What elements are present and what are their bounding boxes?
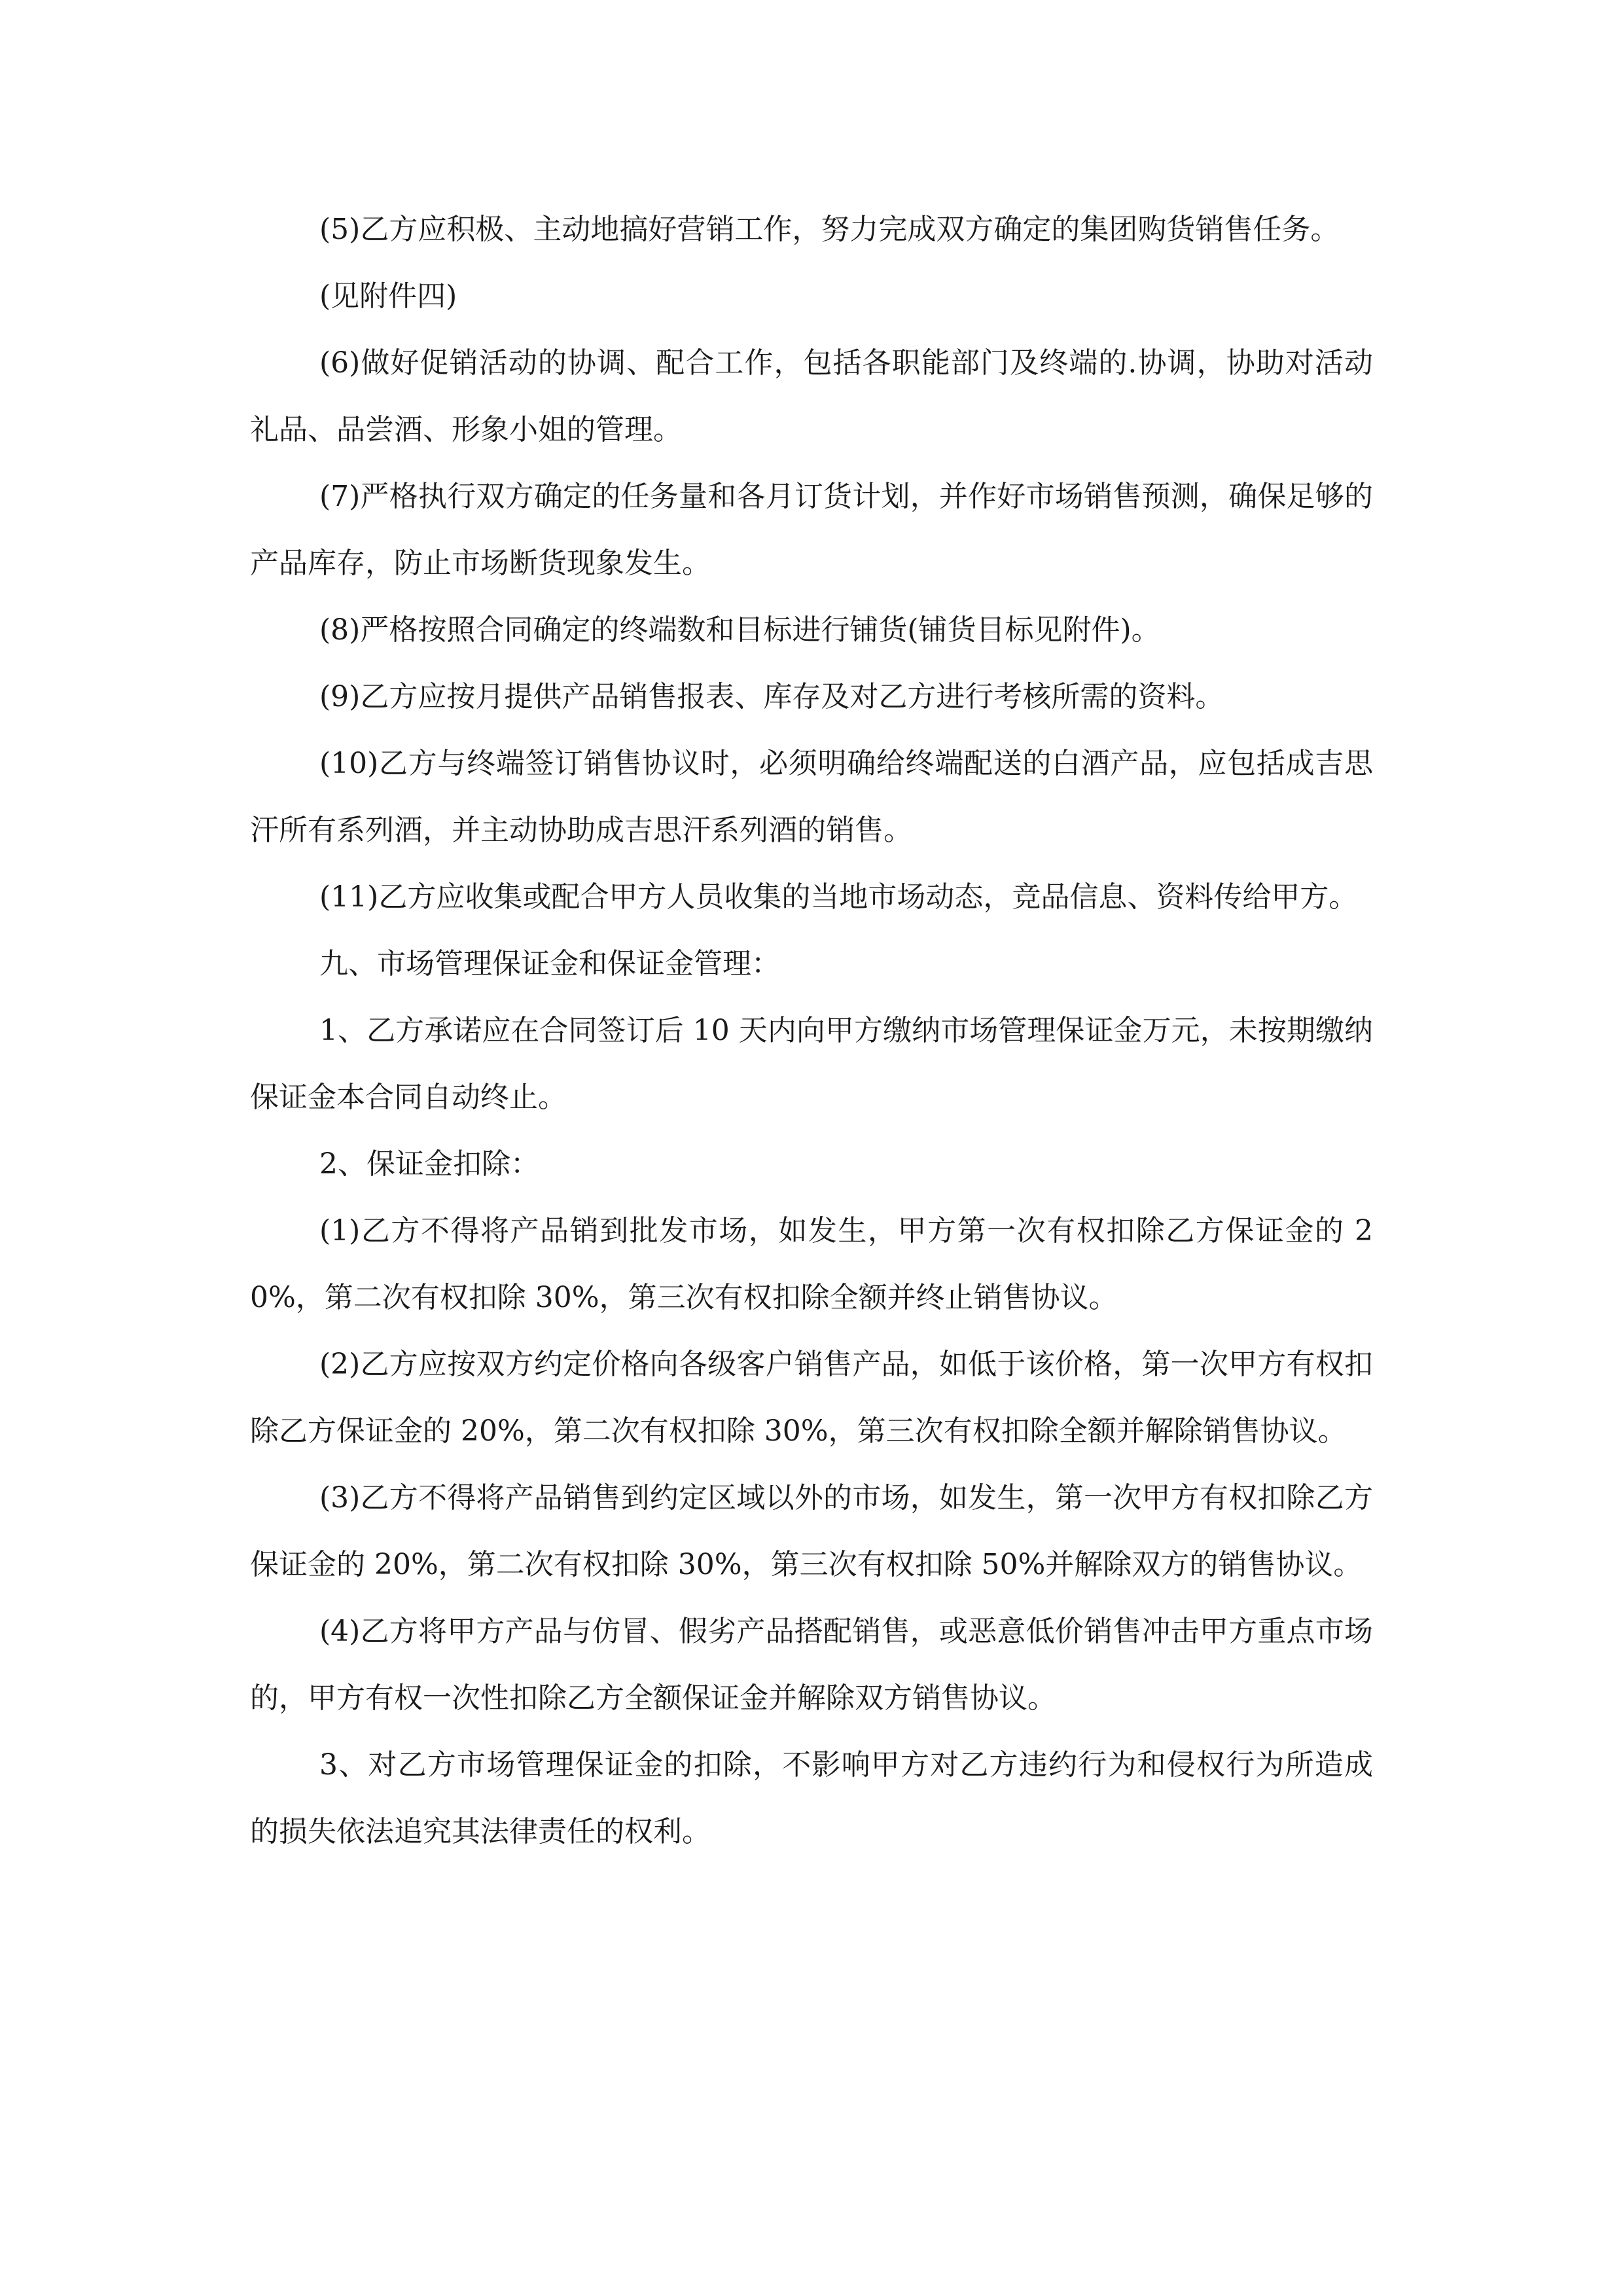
paragraph-item-9: (9)乙方应按月提供产品销售报表、库存及对乙方进行考核所需的资料。 <box>319 680 1224 713</box>
paragraph-item-8: (8)严格按照合同确定的终端数和目标进行铺货(铺货目标见附件)。 <box>319 613 1160 647</box>
paragraph-clause-3: 3、对乙方市场管理保证金的扣除，不影响甲方对乙方违约行为和侵权行为所造成的损失依法追究其法律责任的权利。 <box>250 1748 1373 1848</box>
paragraph-item-11: (11)乙方应收集或配合甲方人员收集的当地市场动态，竞品信息、资料传给甲方。 <box>319 880 1358 914</box>
paragraph-deduction-2: (2)乙方应按双方约定价格向各级客户销售产品，如低于该价格，第一次甲方有权扣除乙方保证金的 20%，第二次有权扣除 30%，第三次有权扣除全额并解除销售协议。 <box>250 1348 1373 1448</box>
paragraph-item-6: (6)做好促销活动的协调、配合工作，包括各职能部门及终端的.协调，协助对活动礼品、品尝酒、形象小姐的管理。 <box>250 346 1373 446</box>
paragraph-clause-2: 2、保证金扣除： <box>319 1147 539 1181</box>
paragraph-deduction-3: (3)乙方不得将产品销售到约定区域以外的市场，如发生，第一次甲方有权扣除乙方保证金的 20%，第二次有权扣除 30%，第三次有权扣除 50%并解除双方的销售协议。 <box>250 1481 1373 1581</box>
section-heading-9: 九、市场管理保证金和保证金管理： <box>319 947 780 980</box>
paragraph-see-attachment-4: (见附件四) <box>319 279 457 313</box>
paragraph-item-5: (5)乙方应积极、主动地搞好营销工作，努力完成双方确定的集团购货销售任务。 <box>319 213 1340 246</box>
document-body <box>250 196 1373 1865</box>
paragraph-deduction-4: (4)乙方将甲方产品与仿冒、假劣产品搭配销售，或恶意低价销售冲击甲方重点市场的，甲方有权一次性扣除乙方全额保证金并解除双方销售协议。 <box>250 1615 1373 1715</box>
paragraph-item-10: (10)乙方与终端签订销售协议时，必须明确给终端配送的白酒产品，应包括成吉思汗所有系列酒，并主动协助成吉思汗系列酒的销售。 <box>250 747 1373 847</box>
paragraph-clause-1: 1、乙方承诺应在合同签订后 10 天内向甲方缴纳市场管理保证金万元，未按期缴纳保证金本合同自动终止。 <box>250 1014 1373 1114</box>
paragraph-item-7: (7)严格执行双方确定的任务量和各月订货计划，并作好市场销售预测，确保足够的产品库存，防止市场断货现象发生。 <box>250 480 1373 580</box>
paragraph-deduction-1: (1)乙方不得将产品销到批发市场，如发生，甲方第一次有权扣除乙方保证金的 20%，第二次有权扣除 30%，第三次有权扣除全额并终止销售协议。 <box>250 1214 1373 1314</box>
